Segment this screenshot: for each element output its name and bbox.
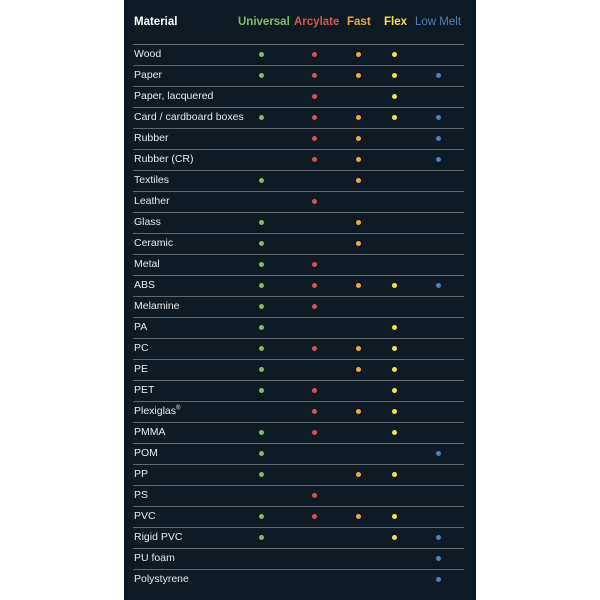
arcylate-compatibility-dot bbox=[312, 115, 317, 120]
fast-compatibility-dot bbox=[356, 73, 361, 78]
fast-compatibility-dot bbox=[356, 52, 361, 57]
arcylate-compatibility-dot bbox=[312, 73, 317, 78]
material-name-text: POM bbox=[134, 447, 158, 459]
fast-compatibility-dot bbox=[356, 178, 361, 183]
material-name bbox=[134, 132, 168, 144]
fast-compatibility-dot bbox=[356, 157, 361, 162]
material-name-text: Textiles bbox=[134, 174, 170, 186]
universal-compatibility-dot bbox=[259, 262, 264, 267]
universal-compatibility-dot bbox=[259, 535, 264, 540]
material-name bbox=[134, 447, 158, 459]
arcylate-compatibility-dot bbox=[312, 493, 317, 498]
low-melt-compatibility-dot bbox=[436, 451, 441, 456]
table-row bbox=[124, 296, 476, 317]
table-row bbox=[124, 380, 476, 401]
flex-compatibility-dot bbox=[392, 115, 397, 120]
material-name bbox=[134, 300, 180, 312]
fast-compatibility-dot bbox=[356, 367, 361, 372]
flex-compatibility-dot bbox=[392, 283, 397, 288]
fast-compatibility-dot bbox=[356, 346, 361, 351]
material-name-text: Rubber bbox=[134, 132, 169, 144]
flex-compatibility-dot bbox=[392, 388, 397, 393]
flex-compatibility-dot bbox=[392, 409, 397, 414]
material-name-text: ABS bbox=[134, 279, 156, 291]
flex-compatibility-dot bbox=[392, 325, 397, 330]
registered-mark: ® bbox=[176, 405, 181, 412]
material-name-text: PS bbox=[134, 489, 149, 501]
flex-compatibility-dot bbox=[392, 346, 397, 351]
material-name bbox=[134, 279, 155, 291]
table-row bbox=[124, 107, 476, 128]
material-name bbox=[134, 174, 169, 186]
material-name-text: Rubber (CR) bbox=[134, 153, 194, 165]
material-name-text: Glass bbox=[134, 216, 161, 228]
universal-compatibility-dot bbox=[259, 388, 264, 393]
material-name-text: Ceramic bbox=[134, 237, 174, 249]
low-melt-compatibility-dot bbox=[436, 283, 441, 288]
low-melt-compatibility-dot bbox=[436, 115, 441, 120]
table-row bbox=[124, 464, 476, 485]
material-name bbox=[134, 195, 170, 207]
material-name-text: PA bbox=[134, 321, 148, 333]
material-name bbox=[134, 48, 161, 60]
fast-compatibility-dot bbox=[356, 283, 361, 288]
universal-compatibility-dot bbox=[259, 52, 264, 57]
universal-compatibility-dot bbox=[259, 115, 264, 120]
material-name bbox=[134, 321, 147, 333]
universal-compatibility-dot bbox=[259, 283, 264, 288]
material-name bbox=[134, 111, 244, 123]
fast-compatibility-dot bbox=[356, 514, 361, 519]
fast-column-header: Fast bbox=[347, 16, 371, 28]
universal-column-header: Universal bbox=[238, 16, 290, 28]
table-row bbox=[124, 443, 476, 464]
low-melt-compatibility-dot bbox=[436, 577, 441, 582]
arcylate-compatibility-dot bbox=[312, 430, 317, 435]
universal-compatibility-dot bbox=[259, 241, 264, 246]
universal-compatibility-dot bbox=[259, 367, 264, 372]
arcylate-compatibility-dot bbox=[312, 283, 317, 288]
material-name-text: PET bbox=[134, 384, 155, 396]
material-name bbox=[134, 426, 166, 438]
arcylate-column-header: Arcylate bbox=[294, 16, 340, 28]
table-row bbox=[124, 359, 476, 380]
universal-compatibility-dot bbox=[259, 346, 264, 351]
material-name bbox=[134, 363, 148, 375]
flex-compatibility-dot bbox=[392, 472, 397, 477]
fast-compatibility-dot bbox=[356, 220, 361, 225]
material-name-text: PVC bbox=[134, 510, 156, 522]
flex-compatibility-dot bbox=[392, 73, 397, 78]
arcylate-compatibility-dot bbox=[312, 136, 317, 141]
material-name-text: Leather bbox=[134, 195, 170, 207]
material-name-text: Card / cardboard boxes bbox=[134, 111, 244, 123]
flex-compatibility-dot bbox=[392, 430, 397, 435]
low-melt-column-header: Low Melt bbox=[415, 16, 462, 28]
table-row bbox=[124, 128, 476, 149]
low-melt-compatibility-dot bbox=[436, 136, 441, 141]
material-name bbox=[134, 90, 213, 102]
universal-compatibility-dot bbox=[259, 472, 264, 477]
arcylate-compatibility-dot bbox=[312, 514, 317, 519]
universal-compatibility-dot bbox=[259, 73, 264, 78]
table-row bbox=[124, 506, 476, 527]
material-name-text: Paper, lacquered bbox=[134, 90, 214, 102]
universal-compatibility-dot bbox=[259, 178, 264, 183]
table-row bbox=[124, 485, 476, 506]
flex-column-header: Flex bbox=[384, 16, 408, 28]
table-row bbox=[124, 401, 476, 422]
table-row bbox=[124, 191, 476, 212]
table-row bbox=[124, 212, 476, 233]
material-name-text: PE bbox=[134, 363, 149, 375]
arcylate-compatibility-dot bbox=[312, 52, 317, 57]
fast-compatibility-dot bbox=[356, 409, 361, 414]
material-name bbox=[134, 405, 180, 417]
table-row bbox=[124, 548, 476, 569]
material-name bbox=[134, 258, 160, 270]
universal-compatibility-dot bbox=[259, 220, 264, 225]
universal-compatibility-dot bbox=[259, 325, 264, 330]
table-row bbox=[124, 275, 476, 296]
table-row bbox=[124, 233, 476, 254]
arcylate-compatibility-dot bbox=[312, 346, 317, 351]
material-name bbox=[134, 237, 173, 249]
table-header bbox=[124, 0, 476, 44]
material-name-text: Wood bbox=[134, 48, 162, 60]
material-name bbox=[134, 69, 162, 81]
arcylate-compatibility-dot bbox=[312, 94, 317, 99]
table-row bbox=[124, 44, 476, 65]
material-name-text: Melamine bbox=[134, 300, 180, 312]
table-row bbox=[124, 149, 476, 170]
fast-compatibility-dot bbox=[356, 115, 361, 120]
material-name bbox=[134, 153, 194, 165]
material-name bbox=[134, 531, 182, 543]
table-body bbox=[124, 44, 476, 590]
material-name bbox=[134, 510, 156, 522]
universal-compatibility-dot bbox=[259, 304, 264, 309]
arcylate-compatibility-dot bbox=[312, 304, 317, 309]
table-row bbox=[124, 527, 476, 548]
material-name bbox=[134, 573, 189, 585]
low-melt-compatibility-dot bbox=[436, 556, 441, 561]
material-name-text: PP bbox=[134, 468, 149, 480]
flex-compatibility-dot bbox=[392, 94, 397, 99]
material-name bbox=[134, 468, 148, 480]
fast-compatibility-dot bbox=[356, 472, 361, 477]
arcylate-compatibility-dot bbox=[312, 409, 317, 414]
material-name bbox=[134, 216, 161, 228]
table-row bbox=[124, 170, 476, 191]
material-name-text: PMMA bbox=[134, 426, 166, 438]
fast-compatibility-dot bbox=[356, 241, 361, 246]
low-melt-compatibility-dot bbox=[436, 73, 441, 78]
material-name bbox=[134, 552, 175, 564]
material-column-header: Material bbox=[134, 16, 178, 28]
flex-compatibility-dot bbox=[392, 52, 397, 57]
material-name bbox=[134, 384, 154, 396]
material-name-text: Paper bbox=[134, 69, 163, 81]
table-row bbox=[124, 338, 476, 359]
material-name-text: Polystyrene bbox=[134, 573, 189, 585]
flex-compatibility-dot bbox=[392, 514, 397, 519]
material-name bbox=[134, 342, 149, 354]
flex-compatibility-dot bbox=[392, 535, 397, 540]
arcylate-compatibility-dot bbox=[312, 157, 317, 162]
fast-compatibility-dot bbox=[356, 136, 361, 141]
universal-compatibility-dot bbox=[259, 451, 264, 456]
low-melt-compatibility-dot bbox=[436, 157, 441, 162]
material-name-text: Metal bbox=[134, 258, 160, 270]
low-melt-compatibility-dot bbox=[436, 535, 441, 540]
table-row bbox=[124, 86, 476, 107]
table-row bbox=[124, 254, 476, 275]
universal-compatibility-dot bbox=[259, 430, 264, 435]
material-name-text: PU foam bbox=[134, 552, 175, 564]
table-row bbox=[124, 65, 476, 86]
compatibility-table bbox=[124, 0, 476, 600]
arcylate-compatibility-dot bbox=[312, 199, 317, 204]
material-name bbox=[134, 489, 148, 501]
arcylate-compatibility-dot bbox=[312, 262, 317, 267]
arcylate-compatibility-dot bbox=[312, 388, 317, 393]
material-name-text: Rigid PVC bbox=[134, 531, 183, 543]
table-row bbox=[124, 317, 476, 338]
flex-compatibility-dot bbox=[392, 367, 397, 372]
table-row bbox=[124, 569, 476, 590]
universal-compatibility-dot bbox=[259, 514, 264, 519]
material-name-text: PC bbox=[134, 342, 149, 354]
material-name-text: Plexiglas bbox=[134, 405, 177, 417]
table-row bbox=[124, 422, 476, 443]
